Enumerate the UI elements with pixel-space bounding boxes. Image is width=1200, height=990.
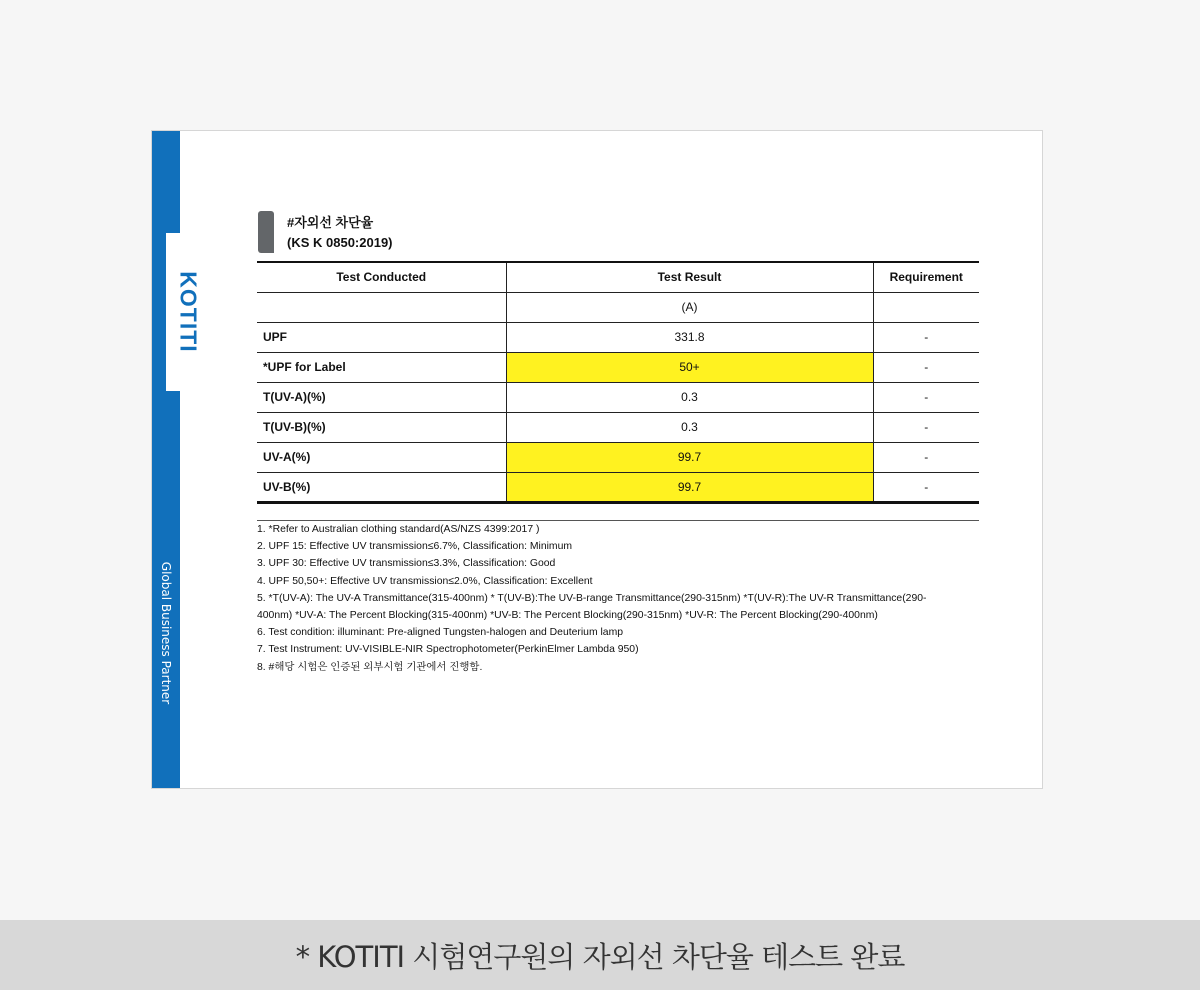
test-name: UV-B(%): [257, 472, 506, 502]
title-marker: [258, 211, 274, 253]
table-header-row: [257, 262, 979, 292]
results-table: [257, 261, 979, 504]
test-requirement: -: [873, 352, 979, 382]
test-requirement: -: [873, 322, 979, 352]
test-name: *UPF for Label: [257, 352, 506, 382]
footnote-item: 1. *Refer to Australian clothing standard(AS/NZS 4399:2017 ): [257, 524, 540, 535]
title-line-1: #자외선 차단율: [287, 215, 374, 230]
kotiti-logo: KOTITI: [175, 271, 202, 353]
table-row: [257, 382, 979, 412]
footnotes: [257, 521, 947, 676]
table-row: [257, 442, 979, 472]
table-row: [257, 352, 979, 382]
test-result: 0.3: [506, 412, 873, 442]
footnote-item: 6. Test condition: illuminant: Pre-aligned Tungsten-halogen and Deuterium lamp: [257, 627, 624, 639]
sample-label: (A): [506, 292, 873, 322]
brand-tagline: Global Business Partner: [159, 561, 173, 705]
test-result: 331.8: [506, 322, 873, 352]
test-requirement: -: [873, 382, 979, 412]
test-requirement: -: [873, 442, 979, 472]
header-test-conducted: Test Conducted: [257, 262, 506, 292]
footnote-item: 7. Test Instrument: UV-VISIBLE-NIR Spectrophotometer(PerkinElmer Lambda 950): [257, 644, 639, 656]
footnote-item: 2. UPF 15: Effective UV transmission≤6.7%, Classification: Minimum: [257, 541, 573, 553]
test-result: 0.3: [506, 382, 873, 412]
test-name: UV-A(%): [257, 442, 506, 472]
caption-bar: [0, 920, 1200, 990]
table-row: [257, 412, 979, 442]
title-line-2: (KS K 0850:2019): [287, 235, 393, 250]
test-report-document: [151, 130, 1043, 789]
test-name: UPF: [257, 322, 506, 352]
test-name: T(UV-A)(%): [257, 382, 506, 412]
footnote-item: 3. UPF 30: Effective UV transmission≤3.3%, Classification: Good: [257, 558, 556, 570]
test-result-highlighted: 99.7: [506, 472, 873, 502]
footnote-item: 5. *T(UV-A): The UV-A Transmittance(315-400nm) * T(UV-B):The UV-B-range Transmittance(290-315nm) *T(UV-R):The UV-R Transmittance(290-400nm) *UV-A: The Percent Blocking(315-400nm) *UV-B: The Percent Blocking(290-315nm) *UV-R: The Percent Blocking(290-400nm): [257, 592, 927, 622]
test-requirement: -: [873, 412, 979, 442]
test-result-highlighted: 99.7: [506, 442, 873, 472]
header-requirement: Requirement: [873, 262, 979, 292]
table-row: [257, 472, 979, 502]
test-name: T(UV-B)(%): [257, 412, 506, 442]
test-result-highlighted: 50+: [506, 352, 873, 382]
footnote-item: 8. #해당 시험은 인증된 외부시험 기관에서 진행함.: [257, 661, 483, 673]
header-test-result: Test Result: [506, 262, 873, 292]
footnote-item: 4. UPF 50,50+: Effective UV transmission≤2.0%, Classification: Excellent: [257, 575, 593, 587]
test-requirement: -: [873, 472, 979, 502]
sample-row: [257, 292, 979, 322]
caption-text: * KOTITI 시험연구원의 자외선 차단율 테스트 완료: [295, 939, 905, 974]
table-row: [257, 322, 979, 352]
